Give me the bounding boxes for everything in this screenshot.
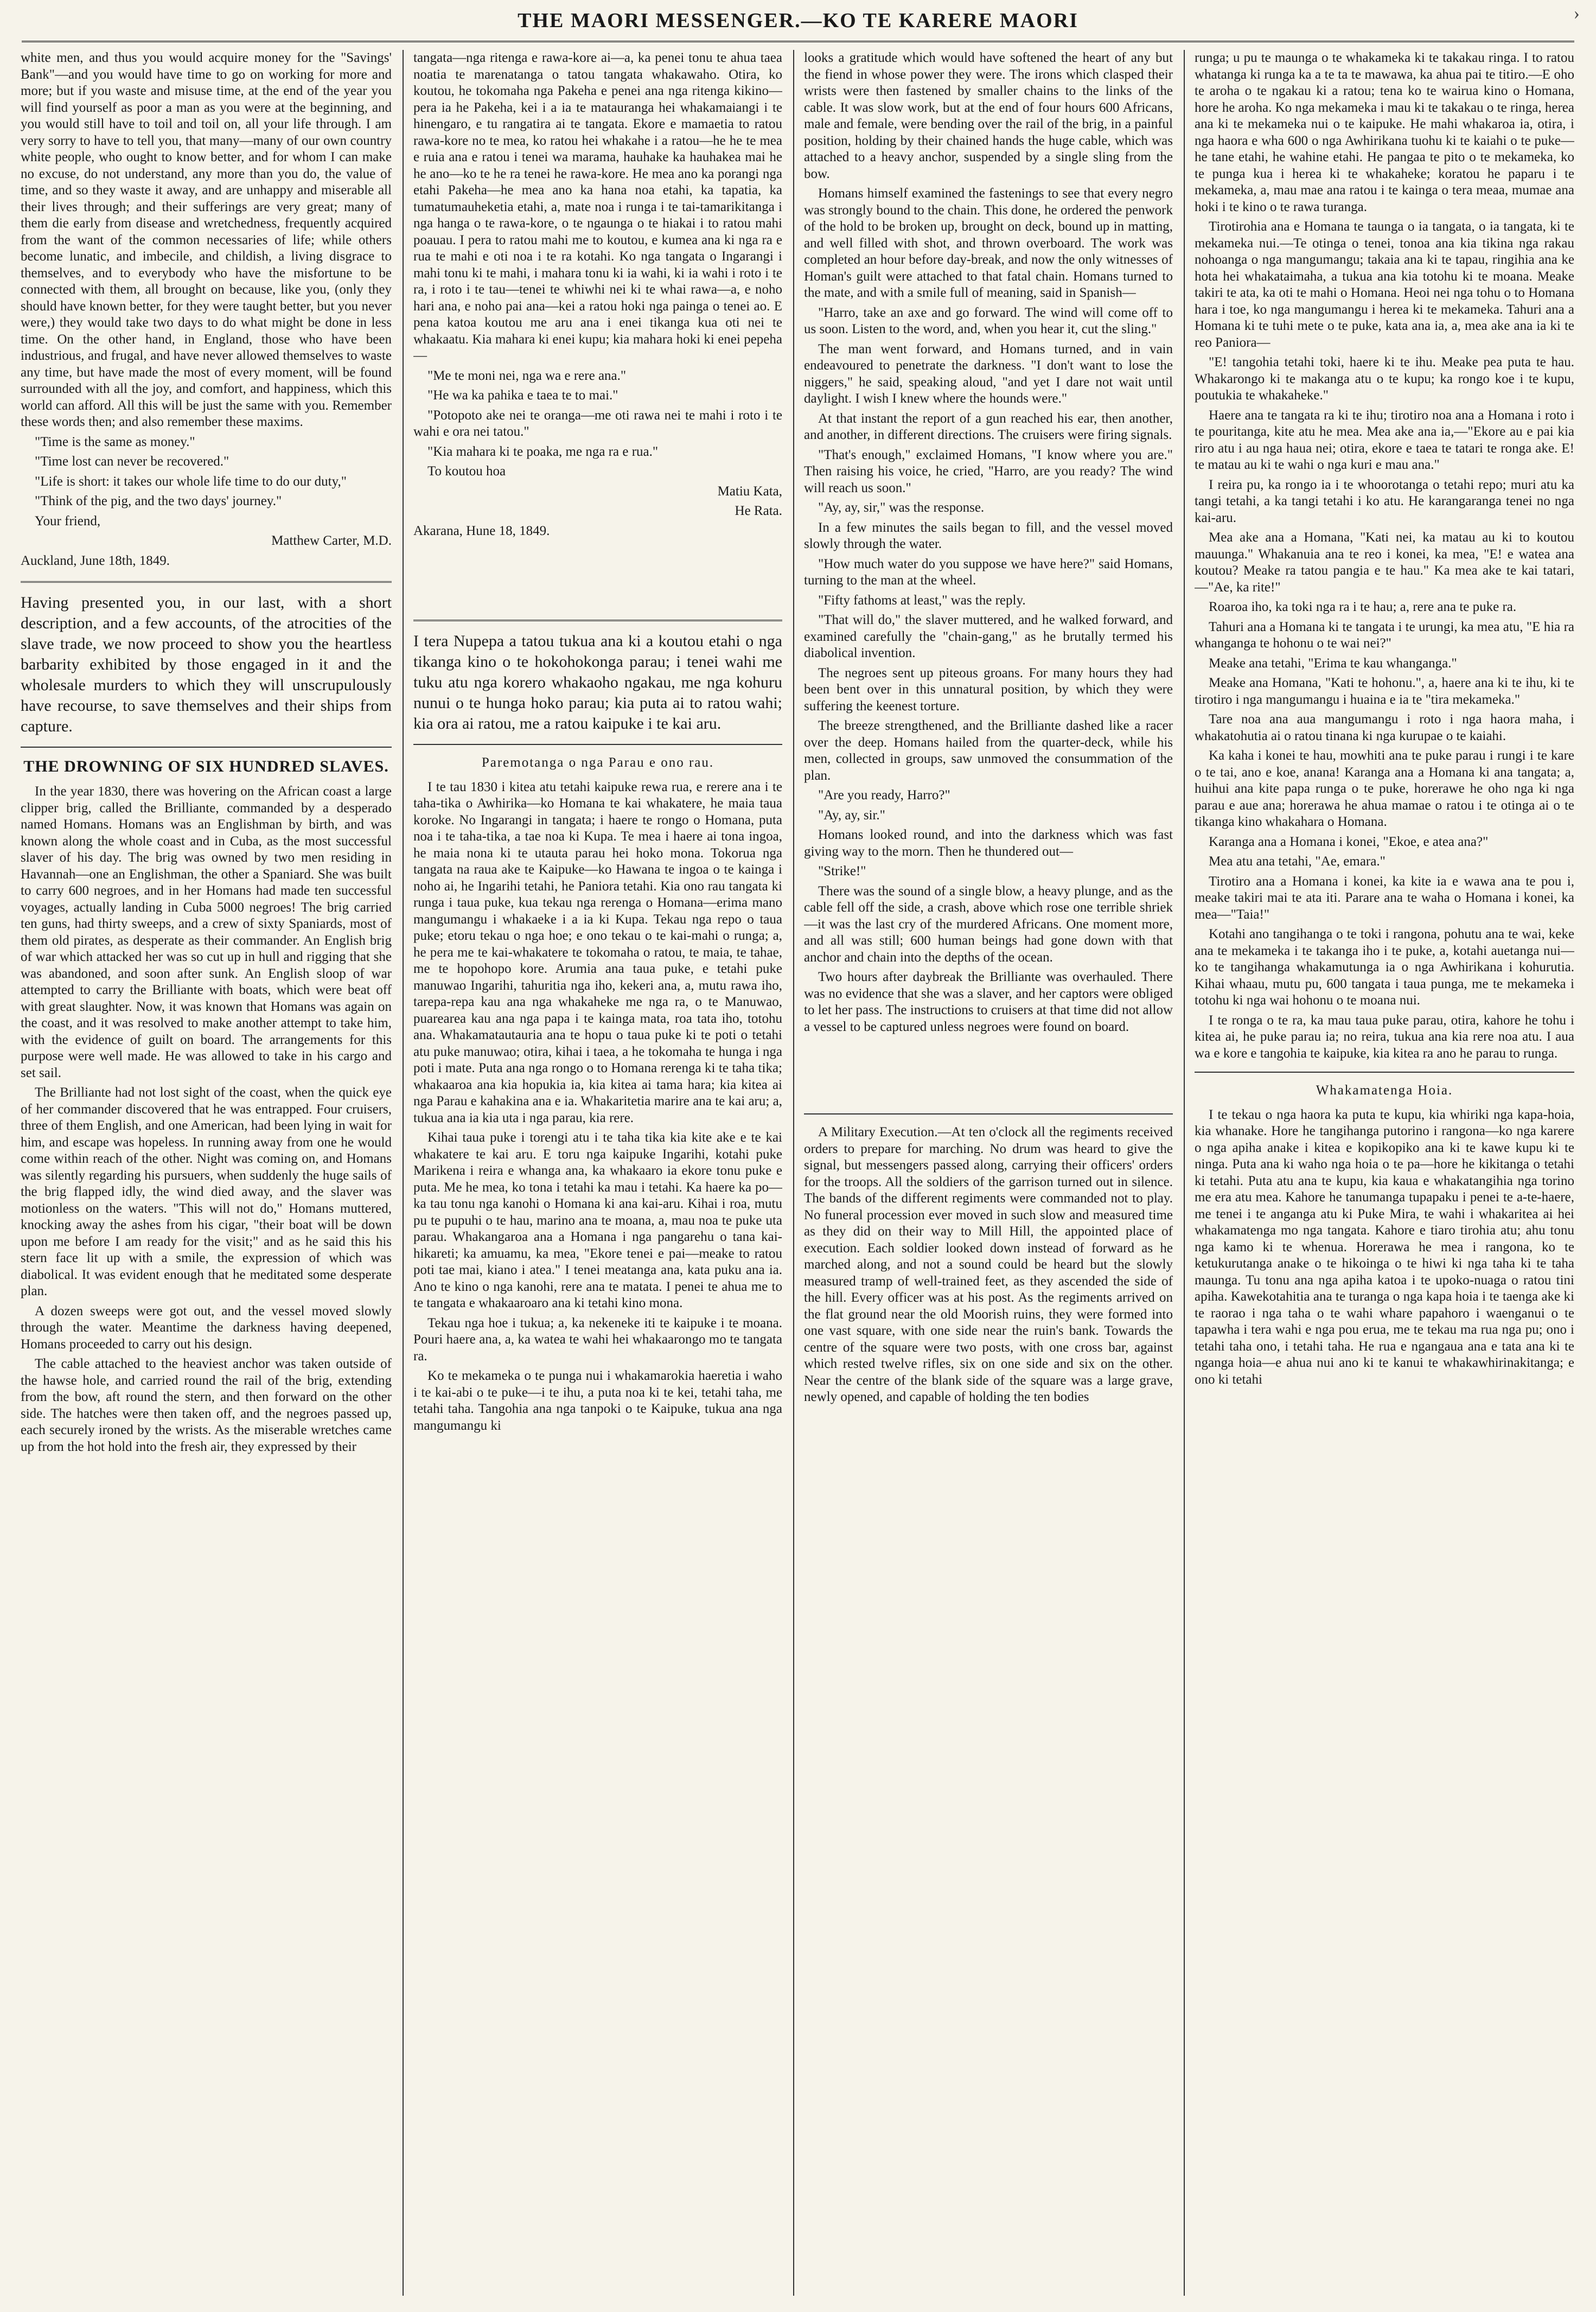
paragraph: white men, and thus you would acquire money for the "Savings' Bank"—and you would have time to go on working for more and more; but if you waste and misuse time, at the end of the year you will find yourself as poor a man as you were at the beginning, and you would still have to toil and toil on, all your life through. I am very sorry to have to tell you, that many—many of our own country white people, who ought to know better, and for whom I can make no excuse, do not understand, any more than you do, the value of time, and so they waste it away, and are unhappy and miserable all their lives through; and their sufferings are very great; many of them die early from disease and wretchedness, frequently acquired from the want of the common necessaries of life; while others become lunatic, and imbecile, and childish, a living disgrace to themselves, and to everybody who have the misfortune to be connected with them, all brought on because, like you, (only they should have known better, for they were taught better, but you never were,) they would take two days to do what might be done in less time. On the other hand, in England, those who have been industrious, and frugal, and have never allowed themselves to waste any time, but have made the most of every moment, will be found surrounded with all the joy, and comfort, and happiness, which this world can afford. All this will be just the same with you. Remember these words then; and also remember these maxims. (21, 50, 392, 429)
paragraph: I reira pu, ka rongo ia i te whoorotanga o tetahi repo; muri atu ka tangi tetahi, a ka tangi tetahi i ko atu. He karangaranga tenei no nga kai-aru. (1195, 477, 1574, 525)
paragraph: "Fifty fathoms at least," was the reply. (818, 593, 1026, 608)
paragraph: Tare noa ana aua mangumangu i roto i nga haora maha, i whakatohutia ai o ratou tinana ki nga kurupae o te kaiahi. (1195, 712, 1574, 743)
paragraph: Tekau nga hoe i tukua; a, ka nekeneke iti te kaipuke i te moana. Pouri haere ana, a, ka watea te wahi hei whakaarongo mo te tangata ra. (413, 1315, 782, 1364)
paragraph: Meake ana Homana, "Kati te hohonu.", a, haere ana ki te ihu, ki te tirotiro i nga mangumangu i huaina e ia te "tira mekameka." (1195, 676, 1574, 707)
masthead-rule (22, 41, 1574, 42)
paragraph: Two hours after daybreak the Brilliante was overhauled. There was no evidence that she was a slaver, and her captors were obliged to let her pass. The instructions to cruisers at that time did not allow a vessel to be captured unless negroes were found on board. (804, 970, 1173, 1034)
signature-title: He Rata. (735, 504, 782, 518)
column-1 (21, 50, 392, 2296)
paragraph: "How much water do you suppose we have here?" said Homans, turning to the man at the wheel. (804, 556, 1173, 588)
column-divider (1184, 50, 1185, 2296)
paragraph: In a few minutes the sails began to fill, and the vessel moved slowly through the water. (804, 520, 1173, 551)
paragraph: "Are you ready, Harro?" (818, 788, 950, 802)
paragraph: Haere ana te tangata ra ki te ihu; tirotiro noa ana a Homana i roto i te pouritanga, kite atu he mea. Mea ake ana ia,—"Ekore au e pai kia riro atu i au nga haua nei; otira, ekore e taea te tatari te ronga ake. E! te matau au ki te wahi o nga kuri e mau ana." (1195, 407, 1574, 472)
paragraph: "E! tangohia tetahi toki, haere ki te ihu. Meake pea puta te hau. Whakarongo ki te makanga atu o te kupu; ka rongo koe i te kupu, poutukia te whakaheke." (1195, 355, 1574, 403)
paragraph: There was the sound of a single blow, a heavy plunge, and as the cable fell off the side, a crash, above which rose one terrible shriek—it was the last cry of the murdered Africans. One moment more, and all was still; 600 human beings had gone down with that anchor and chain into the depths of the ocean. (804, 883, 1173, 965)
column-3 (804, 50, 1173, 2296)
paragraph: Homans looked round, and into the darkness which was fast giving way to the morn. Then he thundered out— (804, 827, 1173, 859)
paragraph: "Ay, ay, sir." (818, 807, 885, 823)
maxim: "Potopoto ake nei te oranga—me oti rawa nei te mahi i roto i te wahi e ora nei tatou." (413, 407, 782, 439)
section-rule (413, 620, 782, 621)
paragraph: Ka kaha i konei te hau, mowhiti ana te puke parau i rungi i te kare o te tai, ano e koe, anana! Karanga ana a Homana ki ana tangata; a, huihui ana kite papa runga o te puke, horerawe he oho nga ki nga parau e aue ana; horerawa he ahua mamae o ratou i te otinga ai o te tikanga kino whakahara o Homana. (1195, 748, 1574, 829)
dateline: Auckland, June 18th, 1849. (21, 553, 170, 568)
paragraph: "That will do," the slaver muttered, and he walked forward, and examined carefully the "chain-gang," as he brutally termed his diabolical invention. (804, 613, 1173, 660)
paragraph: In the year 1830, there was hovering on the African coast a large clipper brig, called the Brilliante, commanded by a desperado named Homans. Homans was an Englishman by birth, and was known along the whole coast and in Cuba, as the most successful slaver of his day. The brig was owned by two men residing in Havannah—one an Englishman, the other a Spaniard. She was built to carry 600 negroes, and in her Homans had made ten successful voyages, actually landing in Cuba 5000 negroes! The brig carried ten guns, had thirty sweeps, and a crew of sixty Spaniards, most of them old pirates, as desperate as their commander. An English brig of war which attacked her was so cut up in hull and rigging that she was abandoned, and soon after sunk. An English sloop of war attempted to carry the Brilliante with boats, which were beat off with great slaughter. Now, it was known that Homans was again on the coast, and it was resolved to make another attempt to take him, with the evidence of guilt on board. The arrangements for this purpose were well made. He was allowed to take in his cargo and set sail. (21, 784, 392, 1080)
paragraph: I te tekau o nga haora ka puta te kupu, kia whiriki nga kapa-hoia, kia whanake. Hore he tangihanga putorino i rangona—ko nga karere o nga apiha anake i kitea e kopikopiko ana ki te kawe kupu ki te ninga. Puta ana ki waho nga hoia o te pa—hore he kikitanga o tetahi ki tetahi. Puta atu ana te kupu, kia kaua e whakatangihia nga torino me era atu mea. Kahore he tanumanga tupapaku i penei te a-te-haere, me tenei i te anganga atu ki Puke Mira, te wahi i whakaritea ai hei whakamatenga mo nga tangata. Kahore e tiaro tirohia atu; ahu tonu nga kamo ki te whenua. Horerawa he mea i rangona, ko te ketukurutanga anake o te hikoinga o te hiwi ki nga taha ki te taha maunga. Tu tonu ana nga apiha katoa i te upoko-nuaga o ratou tini apiha. Kawekotahitia ana te turanga o nga kapa hoia i te taenga ake ki te raorao i nga taha o te wahi whare papahoro i waenganui o te tapawha i tera wahi e nga pou erua, me te tekau ma rua nga pu; ono i tetahi taha ono, i tetahi taha. He rua e ngangaua ana e tata ana ki te nganga hoia—e ahua nui ano ki te kanui te whakawhirinakitanga; e ono ki tetahi (1195, 1107, 1574, 1387)
paragraph: Ko te mekameka o te punga nui i whakamarokia haeretia i waho i te kai-abi o te puke—i te ihu, a puta noa ki te kei, tetahi taha, me tetahi taha. Tangohia ana nga tanpoki o te Kaipuke, tukua ana nga mangumangu ki (413, 1368, 782, 1433)
paragraph: Kihai taua puke i torengi atu i te taha tika kia kite ake e te kai whakatere te kai aru. E toru nga kaipuke Ingarihi, kotahi puke Marikena i reira e whanga ana, ka whakaaro ia ekore tonu puke e puta. Me he mea, ko tona i tetahi ka mau i tetahi. Ka haere ka po—ka tau tonu nga kanohi o Homana ki ana kai-aru. Kihai i roa, mutu pu te pupuhi o te hau, marino ana te moana, a, mau noa te puke uta parau. Whakangaroa ana a Homana i nga pangarehu o tana kai-hikareti; ka amuamu, ka mea, "Ekore tenei e pai—meake to ratou poti tae mai, kiano i atea." I tenei meatanga ana, kata puku ana ia. Ano te kino o nga kanohi, rere ana te matata. I penei te ahua me to te tangata e whakaaroaro ana ki tetahi kino mona. (413, 1130, 782, 1310)
column-divider (403, 50, 404, 2296)
paragraph: "Harro, take an axe and go forward. The wind will come off to us soon. Listen to the word, and, when you hear it, cut the sling." (804, 305, 1173, 336)
paragraph: looks a gratitude which would have softened the heart of any but the fiend in whose power they were. The irons which clasped their wrists were then fastened by smaller chains to the links of the cable. It was slow work, but at the end of four hours 600 Africans, male and female, were bending over the rail of the brig, in a painful position, holding by their chained hands the huge cable, which was attached to a heavy anchor, suspended by a single sling from the bow. (804, 50, 1173, 181)
paragraph: Meake ana tetahi, "Erima te kau whanganga." (1209, 655, 1457, 671)
paragraph: I te ronga o te ra, ka mau taua puke parau, otira, kahore he tohu i kitea ai, he puke parau ia; no reira, tukua ana kia rere noa atu. I aua wa e kore e tangohia te kaipuke, kia kitea ra ano he parau to runga. (1195, 1012, 1574, 1061)
intro-paragraph: Having presented you, in our last, with a short description, and a few accounts, of the atrocities of the slave trade, we now proceed to show you the heartless barbarity exhibited by those engaged in it and the wholesale murders to which they will unscrupulously have recourse, to save themselves and their ships from capture. (21, 594, 392, 735)
newspaper-title: THE MAORI MESSENGER.—KO TE KARERE MAORI (518, 9, 1078, 32)
article-heading: Paremotanga o nga Parau e ono rau. (481, 755, 714, 770)
paragraph: A Military Execution.—At ten o'clock all the regiments received orders to prepare for marching. No drum was heard to give the signal, but messengers passed along, carrying their officers' orders for the troops. All the soldiers of the garrison turned out in silence. The bands of the different regiments were commanded not to play. No funeral procession ever moved in such slow and measured time as they did on their way to Mill Hill, the appointed place of execution. Each soldier looked down instead of forward as he marched along, and not a sound could be heard but the slowly measured tramp of well-trained feet, as they ascended the side of the hill. Every officer was at his post. As the regiments arrived on the flat ground near the old Moorish ruins, they were formed into one vast square, with one side near the ruin's bank. Towards the centre of the square were two posts, with one cross bar, against which rested twelve rifles, six on one side and six on the other. Near the centre of the blank side of the square was a large grave, newly opened, and capable of holding the ten bodies (804, 1125, 1173, 1404)
section-rule (413, 744, 782, 745)
paragraph: The cable attached to the heaviest anchor was taken outside of the hawse hole, and carried round the rail of the brig, extending from the bow, aft round the stern, and then forward on the other side. The hatches were then taken off, and the negroes passed up, each securely ironed by the wrists. As the miserable wretches came up from the hot hold into the fresh air, they expressed by their (21, 1356, 392, 1454)
paragraph: Mea ake ana a Homana, "Kati nei, ka matau au ki to koutou mauunga." Whakanuia ana te reo i konei, ka mea, "E! e watea ana koutou? Meake ra tatou pangia e te hau." Ka mea ake te kai tatari,—"Ae, ka rite!" (1195, 530, 1574, 595)
paragraph: The breeze strengthened, and the Brilliante dashed like a racer over the deep. Homans hailed from the quarter-deck, while his men, collected in groups, saw unmoved the consummation of the plan. (804, 718, 1173, 783)
section-rule (1195, 1072, 1574, 1073)
paragraph: The negroes sent up piteous groans. For many hours they had been bent over in this unnatural position, by which they were suffering the keenest torture. (804, 665, 1173, 714)
intro-paragraph: I tera Nupepa a tatou tukua ana ki a koutou etahi o nga tikanga kino o te hokohokonga parau; i tenei wahi me tuku atu nga korero whakaoho ngakau, me nga kohuru nunui o te hunga hoko parau; kia puta ai to ratou wahi; kia ora ai ratou, me a ratou kaipuke i te kai aru. (413, 632, 782, 733)
column-2 (413, 50, 782, 2296)
paragraph: Kotahi ano tangihanga o te toki i rangona, pohutu ana te wai, keke ana te mekameka i te takanga iho i te puke, a, kotahi auetanga nui—ko te tangihanga whakamutunga ia o nga Awhirikana i kohurutia. Kihai whaau, mutu pu, 600 tangata i taua punga, me te mekameka i totohu ki nga wai hohonu o te moana nui. (1195, 927, 1574, 1008)
dateline: Akarana, Hune 18, 1849. (413, 523, 550, 538)
article-heading: THE DROWNING OF SIX HUNDRED SLAVES. (23, 757, 389, 775)
signature-line: Your friend, (35, 513, 101, 528)
maxim: "Life is short: it takes our whole life time to do our duty," (35, 474, 347, 489)
masthead (0, 4, 1596, 42)
signature-name: Matiu Kata, (717, 483, 782, 499)
maxim: "Kia mahara ki te poaka, me nga ra e rua." (427, 444, 659, 459)
paragraph: I te tau 1830 i kitea atu tetahi kaipuke rewa rua, e rerere ana i te taha-tika o Awhirika—ko Homana te kai whakatere, he maia taua koroke. No Ingarangi in tangata; i haere te rongo o Homana, puta noa i te taha-tika, a tae noa ki Kupa. Te mea i haere ai tona ingoa, he maia nona ki te utauta parau hei hoko mona. Tokorua nga tangata na raua ake te Kaipuke—ko Hawana te ingoa o te kainga i noho ai, he Ingarihi tetahi, he Paniora tetahi. Kia ono rau tangata ki runga i taua puke, kua tekau nga rerenga o Homana—erima mano mangumangu i whakaeke i a ia ki Kupa. Tekau nga repo o taua puke; etoru tekau o nga hoe; e ono tekau o te kai-mahi o runga; a, he pera me te kai-whakatere te tokomaha o ratou, te maia, te tahae, me te hopohopo kore. Arumia ana taua puke, e tetahi puke manuwao Ingarihi, tahuritia nga iho, kekeri ana, a, mutu rawa iho, tarepa-repa kau ana nga whakaheke me nga ra, o te Manuwao, puarearea kau ana nga papa i te kainga mata, roa tata iho, totohu ana. Whakamatautauria ana te hopu o taua puke ki te poti o tetahi atu puke manuwao; otira, kihai i taea, a he tokomaha te hunga i nga poti i mate. Puta ana nga rongo o to Homana rerenga ki te taha tika; whakaaroa ana kia hopukia ia, kia kitea ai tama hara; kia kitea ai nga Parau e kahakina ana e ia. Whakaritetia marire ana te kai aru; a, tukua ana ia kia uta i nga parau, kia rere. (413, 779, 782, 1125)
paragraph: At that instant the report of a gun reached his ear, then another, and another, in different directions. The cruisers were firing signals. (804, 411, 1173, 442)
column-4 (1195, 50, 1574, 2296)
paragraph: Tirotirohia ana e Homana te taunga o ia tangata, o ia tangata, ki te mekameka nui.—Te otinga o tenei, tonoa ana kia tikina nga rakau nohoanga o nga mangumangu; takaia ana ki te tapau, ringihia ana ke hota hei whakataimaha, a tukua ana kia totohu ki te moana. Meake takiri te ata, ka oti te mahi o Homana. Heoi nei nga tohu o to Homana hara i toe, ko nga mangumangu i herea ki te mekameka. Tahuri ana a Homana ki te tuhi mete o te puke, kata ana ia, a, mea ake ana ia ki te reo Paniora— (1195, 219, 1574, 350)
maxim: "Time lost can never be recovered." (35, 454, 229, 469)
paragraph: The man went forward, and Homans turned, and in vain endeavoured to penetrate the darkness. "I don't want to lose the niggers," he said, speaking aloud, "and yet I dare not wait until daylight. I wish I knew where the hounds were." (804, 341, 1173, 406)
paragraph: "Strike!" (818, 864, 866, 878)
paragraph: A dozen sweeps were got out, and the vessel moved slowly through the water. Meantime the darkness having deepened, Homans proceeded to carry out his design. (21, 1303, 392, 1352)
paragraph: "That's enough," exclaimed Homans, "I know where you are." Then raising his voice, he cried, "Harro, are you ready? The wind will reach us soon." (804, 447, 1173, 495)
corner-mark: › (1573, 3, 1580, 23)
maxim: "Me te moni nei, nga wa e rere ana." (427, 368, 627, 383)
paragraph: runga; u pu te maunga o te whakameka ki te takakau ringa. I to ratou whatanga ki runga ka a te ta te mawawa, ka ahua pai te titiro.—E oho te aroha o te ngakau ki a ratou; tena ko te wairua kino o Homana, hore he aroha. Ko nga mekameka i mau ki te takakau o te ringa, herea ana ki te mekameka nui o te kaipuke. He mahi whakaroa ia, otira, i nga haora e wha 600 o nga Awhirikana tuohu ki te kaiahi o te puke—he tane etahi, he wahine etahi. He pangaa te pito o te mekameka, ko te punga kua i herea ki te whakaheke; koratou he paparu i te mekameka, a, mau mae ana ratou i te kainga o tera meaa, mumae ana hoki i te kino o te rawa turanga. (1195, 50, 1574, 214)
article-heading: Whakamatenga Hoia. (1316, 1083, 1453, 1098)
maxim: "Think of the pig, and the two days' journey." (35, 494, 282, 508)
section-rule (804, 1113, 1173, 1114)
maxim: "He wa ka pahika e taea te to mai." (427, 388, 618, 403)
signature-line: To koutou hoa (427, 464, 506, 479)
column-divider (793, 50, 794, 2296)
section-rule (21, 581, 392, 583)
paragraph: Tahuri ana a Homana ki te tangata i te urungi, ka mea atu, "E hia ra whanganga te hohonu o te wai nei?" (1195, 619, 1574, 651)
paragraph: "Ay, ay, sir," was the response. (818, 500, 985, 515)
paragraph: Roaroa iho, ka toki nga ra i te hau; a, rere ana te puke ra. (1209, 600, 1517, 614)
paragraph: Tirotiro ana a Homana i konei, ka kite ia e wawa ana te pou i, meake takiri mai te ata iti. Parare ana te waha o Homana i konei, ka mea—"Taia!" (1195, 874, 1574, 922)
paragraph: The Brilliante had not lost sight of the coast, when the quick eye of her commander discovered that he was entrapped. Four cruisers, three of them English, and one American, had been lying in wait for him, and escape was hopeless. In running away from one he would come within reach of the other. Night was coming on, and Homans was silently regarding his pursuers, when suddenly the huge sails of the brig flapped idly, the wind died away, and the slaver was motionless on the waters. "This will not do," Homans muttered, knocking away the ashes from his cigar, "their boat will be down upon me before I am ready for the visit;" and as he said this his stern face lit up with a smile, the expression of which was diabolical. It was evident enough that he meditated some desperate plan. (21, 1085, 392, 1298)
section-rule (21, 747, 392, 748)
paragraph: Homans himself examined the fastenings to see that every negro was strongly bound to the chain. This done, he ordered the penwork of the hold to be broken up, brought on deck, bound up in matting, and well filled with shot, and thrown overboard. The work was completed an hour before day-break, and now the only witnesses of Homan's guilt were attached to that fatal chain. Homans turned to the mate, and with a smile full of meaning, said in Spanish— (804, 186, 1173, 300)
paragraph: tangata—nga ritenga e rawa-kore ai—a, ka penei tonu te ahua taea noatia te marenatanga o tatou tangata whakawaho. Otira, ko koutou, he tokomaha nga Pakeha e penei ana nga ritenga kikino—pera ia he Pakeha, kei i a ia te matauranga hei whakamaiangi i te hinengaro, e tu rangatira ai te tangata. Ekore e mamaetia to ratou rawa-kore no te mea, ko ratou hei whakahe i a ratou—he he te mea e ruia ana e ratou i tenei wa marama, hauhake ka hauhakea mai he he ano—ko te he ra tenei he rawa-kore. He mea ano ka porangi nga etahi Pakeha—he mea ano ka hana noa etahi, ka tapatia, ka tumatumauheketia etahi, a, mate noa i runga i te tai-tamarikitanga i nga hanga o te rawa-kore, o te ngaunga o te hiakai i to ratou mahi poauau. I pera to ratou mahi me to koutou, e kumea ana ki nga ra e rua te mahi e oti noa i te ra kotahi. Ko nga tangata o Ingarangi i mahi tonu ki te mahi, i mahara tonu ki ia wahi, ki ia wahi i roto i te ra, i roto i te tau—tenei te whiwhi nei ki te whai rawa—a, e noho hari ana, e noho pai ana—kei a ratou hoki nga painga o tenei ao. E pena katoa koutou me aru ana i enei tikanga kua oti nei te whakaatu. Kia mahara ki enei kupu; kia mahara hoki ki enei pepeha— (413, 50, 782, 363)
maxim: "Time is the same as money." (35, 434, 195, 449)
signature-name: Matthew Carter, M.D. (271, 533, 392, 548)
paragraph: Mea atu ana tetahi, "Ae, emara." (1209, 854, 1386, 869)
paragraph: Karanga ana a Homana i konei, "Ekoe, e atea ana?" (1209, 834, 1489, 849)
